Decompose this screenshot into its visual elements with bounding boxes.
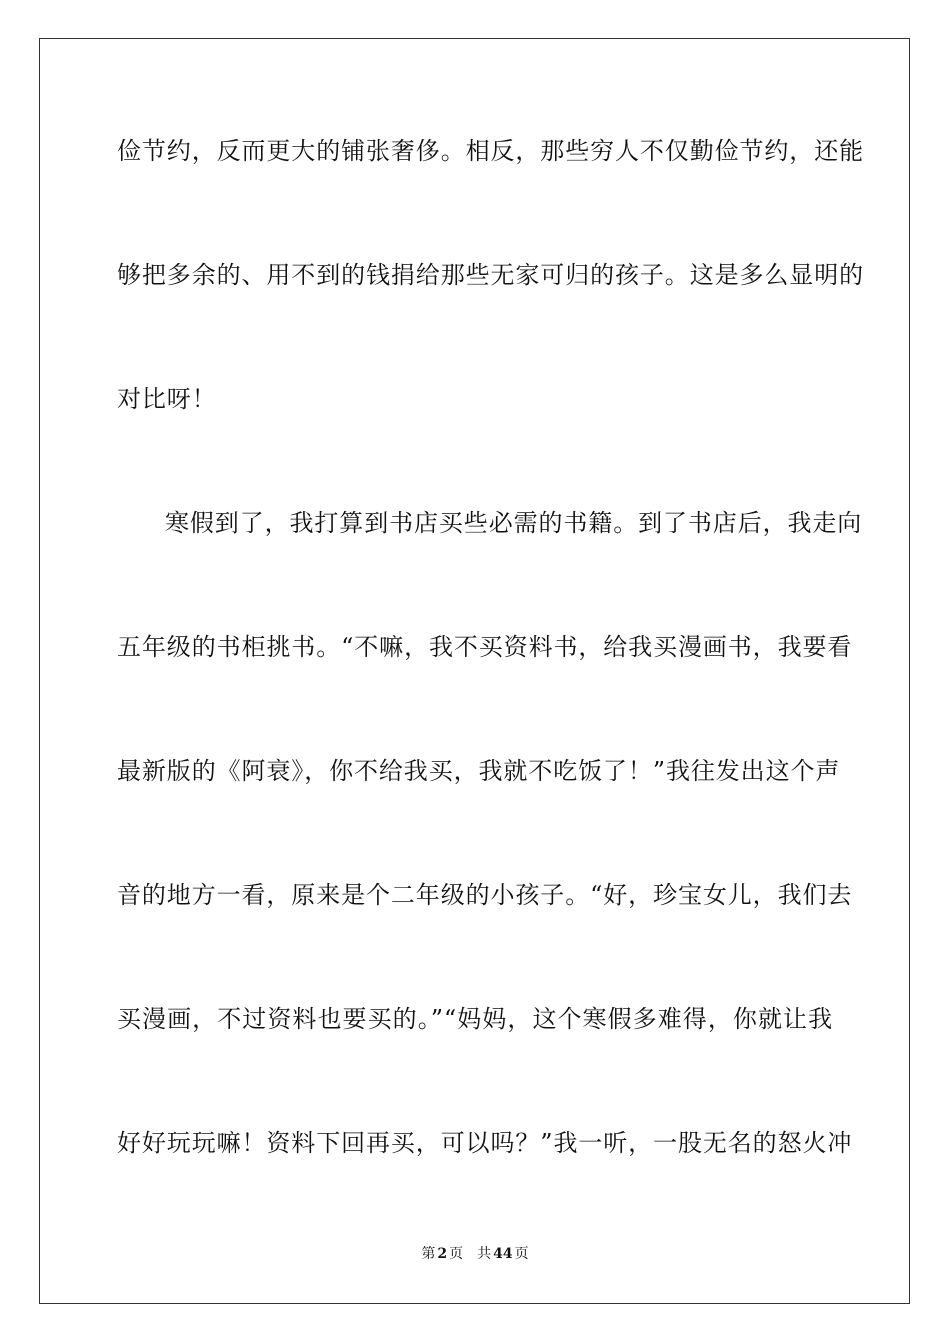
total-prefix: 共 (477, 1246, 492, 1262)
text-line-6: 最新版的《阿衰》，你不给我买，我就不吃饭了！”我往发出这个声 (117, 757, 841, 785)
text-line-7: 音的地方一看，原来是个二年级的小孩子。“好，珍宝女儿，我们去 (117, 881, 853, 909)
total-suffix: 页 (514, 1246, 529, 1262)
paragraph-first-line: 寒假到了，我打算到书店买些必需的书籍。到了书店后，我走向 (165, 509, 863, 537)
text-line-1: 俭节约，反而更大的铺张奢侈。相反，那些穷人不仅勤俭节约，还能 (117, 137, 864, 165)
current-page-number: 2 (437, 1246, 448, 1262)
text-line-8: 买漫画，不过资料也要买的。”“妈妈，这个寒假多难得，你就让我 (117, 1005, 833, 1033)
text-line-2: 够把多余的、用不到的钱捐给那些无家可归的孩子。这是多么显明的 (117, 261, 864, 289)
page-border (39, 38, 910, 1304)
text-line-9: 好好玩玩嘛！资料下回再买，可以吗？”我一听，一股无名的怒火冲 (117, 1129, 853, 1157)
page-suffix: 页 (449, 1246, 464, 1262)
text-line-3: 对比呀！ (117, 385, 217, 413)
page-prefix: 第 (421, 1246, 436, 1262)
total-pages-number: 44 (493, 1246, 513, 1262)
text-line-5: 五年级的书柜挑书。“不嘛，我不买资料书，给我买漫画书，我要看 (117, 633, 853, 661)
page-footer (0, 1245, 950, 1263)
